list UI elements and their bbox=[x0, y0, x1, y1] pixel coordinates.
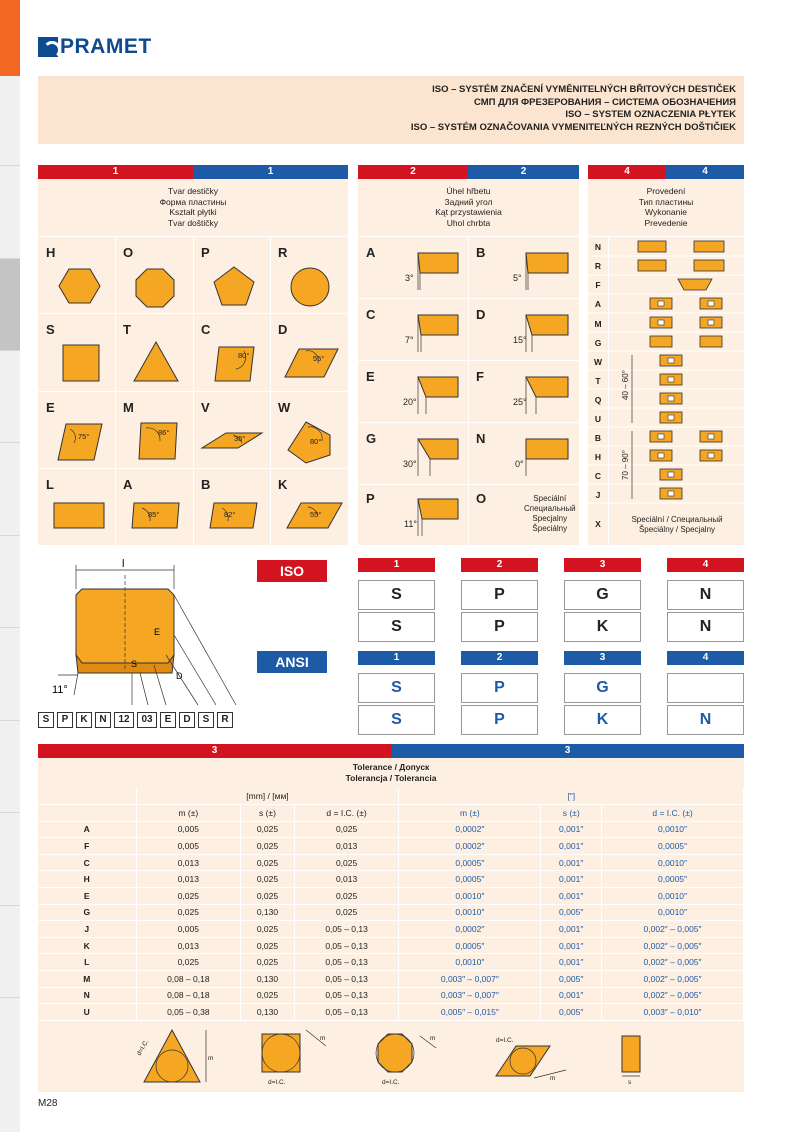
design-letter: U bbox=[594, 414, 602, 424]
tolerance-diagrams bbox=[130, 1026, 690, 1092]
table-cell: 0,025 bbox=[241, 871, 295, 888]
table-cell: 0,0005″ bbox=[399, 854, 541, 871]
table-cell: 0,0002″ bbox=[399, 838, 541, 855]
table-cell: 0,08 – 0,18 bbox=[136, 971, 241, 988]
table-cell: 0,0005″ bbox=[602, 871, 744, 888]
code-box: 12 bbox=[114, 712, 134, 728]
table-row bbox=[38, 921, 744, 938]
angle-label: 80° bbox=[238, 351, 250, 360]
table-cell: 0,05 – 0,13 bbox=[294, 971, 399, 988]
column-header: m (±) bbox=[136, 805, 241, 822]
table-row bbox=[38, 971, 744, 988]
code-value-cell: P bbox=[461, 673, 538, 703]
code-value-cell: P bbox=[461, 612, 538, 642]
table-cell: 0,005″ bbox=[541, 1004, 602, 1021]
table-cell: 0,001″ bbox=[541, 954, 602, 971]
rhombus-35-shape bbox=[202, 433, 262, 448]
table-cell: 0,005 bbox=[136, 838, 241, 855]
table-cell: A bbox=[38, 821, 136, 838]
unit-in-header: ["] bbox=[399, 788, 744, 805]
header-line-cz: ISO – SYSTÉM ZNAČENÍ VYMĚNITELNÝCH BŘITOVÝCH DESTIČEK bbox=[432, 84, 736, 95]
table-cell: C bbox=[38, 854, 136, 871]
clearance-angle: 0° bbox=[515, 459, 524, 469]
design-letter: G bbox=[594, 338, 602, 348]
angle-label: 80° bbox=[310, 437, 322, 446]
table-cell: 0,05 – 0,13 bbox=[294, 921, 399, 938]
code-value-cell: N bbox=[667, 705, 744, 735]
code-value-cell: G bbox=[564, 580, 641, 610]
table-cell: 0,003″ – 0,010″ bbox=[602, 1004, 744, 1021]
table-row bbox=[38, 904, 744, 921]
shape-letter: A bbox=[123, 477, 133, 492]
clearance-drawings bbox=[358, 165, 579, 545]
code-box: R bbox=[217, 712, 233, 728]
table-cell: 0,025 bbox=[241, 921, 295, 938]
table-row bbox=[38, 854, 744, 871]
table-cell: 0,0005″ bbox=[602, 838, 744, 855]
angle-label: 85° bbox=[148, 510, 160, 519]
table-corner bbox=[38, 805, 136, 822]
clearance-angle: 30° bbox=[403, 459, 417, 469]
table-cell: 0,002″ – 0,005″ bbox=[602, 954, 744, 971]
ansi-label: ANSI bbox=[257, 651, 327, 673]
table-cell: K bbox=[38, 937, 136, 954]
shape-letter: P bbox=[201, 245, 210, 260]
clearance-angle: 15° bbox=[513, 335, 527, 345]
hexagon-shape bbox=[59, 269, 100, 303]
table-cell: 0,002″ – 0,005″ bbox=[602, 937, 744, 954]
code-box: E bbox=[160, 712, 176, 728]
code-box: 03 bbox=[137, 712, 157, 728]
code-value-cell: P bbox=[461, 705, 538, 735]
table-cell: F bbox=[38, 838, 136, 855]
design-title: Provedení Тип пластины Wykonanie Prevedenie bbox=[638, 186, 694, 228]
mlabel: m bbox=[320, 1035, 326, 1042]
table-cell: 0,05 – 0,13 bbox=[294, 954, 399, 971]
header-line-sk: ISO – SYSTÉM OZNAČOVANIA VYMENITEĽNÝCH REZNÝCH DOŠTIČIEK bbox=[410, 121, 736, 133]
design-letter: X bbox=[595, 519, 601, 529]
clearance-angle: 3° bbox=[405, 273, 414, 283]
side-tab-bar bbox=[0, 0, 20, 1132]
table-cell: 0,130 bbox=[241, 1004, 295, 1021]
table-cell: 0,001″ bbox=[541, 987, 602, 1004]
design-num-red: 4 bbox=[588, 165, 666, 179]
table-row bbox=[38, 838, 744, 855]
table-cell: 0,025 bbox=[241, 838, 295, 855]
clearance-letter: C bbox=[366, 307, 376, 322]
table-cell: 0,0002″ bbox=[399, 921, 541, 938]
table-cell: 0,005 bbox=[136, 921, 241, 938]
shape-letter: M bbox=[123, 400, 134, 415]
table-cell: 0,013 bbox=[136, 854, 241, 871]
clearance-num-red: 2 bbox=[358, 165, 468, 179]
header-line-pl: ISO – SYSTEM OZNACZENIA PŁYTEK bbox=[565, 109, 736, 120]
code-column-number: 2 bbox=[461, 558, 538, 572]
table-cell: 0,025 bbox=[241, 987, 295, 1004]
tolerance-num-blue: 3 bbox=[391, 744, 744, 758]
code-column-number: 4 bbox=[667, 651, 744, 665]
design-panel bbox=[588, 165, 744, 545]
code-value-cell: G bbox=[564, 673, 641, 703]
table-cell: H bbox=[38, 871, 136, 888]
table-row bbox=[38, 937, 744, 954]
design-letter: A bbox=[594, 299, 602, 309]
table-cell: 0,001″ bbox=[541, 821, 602, 838]
page-header bbox=[38, 76, 744, 144]
page-number: M28 bbox=[38, 1098, 58, 1109]
angle-label: 86° bbox=[158, 428, 170, 437]
table-cell: 0,002″ – 0,005″ bbox=[602, 987, 744, 1004]
clearance-angle: 11° bbox=[404, 519, 417, 529]
table-cell: U bbox=[38, 1004, 136, 1021]
mlabel: m bbox=[550, 1075, 556, 1082]
table-row bbox=[38, 888, 744, 905]
table-cell: 0,05 – 0,13 bbox=[294, 937, 399, 954]
shape-letter: O bbox=[123, 245, 134, 260]
code-value-cell bbox=[667, 673, 744, 703]
table-cell: 0,0005″ bbox=[399, 871, 541, 888]
table-cell: 0,013 bbox=[136, 937, 241, 954]
table-cell: 0,025 bbox=[294, 888, 399, 905]
octagon-shape bbox=[136, 269, 174, 307]
table-cell: 0,001″ bbox=[541, 854, 602, 871]
shape-letter: W bbox=[278, 400, 291, 415]
code-value-cell: N bbox=[667, 612, 744, 642]
design-letter: F bbox=[595, 280, 601, 290]
mlabel: m bbox=[430, 1035, 436, 1042]
slabel: s bbox=[628, 1079, 632, 1086]
table-cell: 0,0010″ bbox=[602, 888, 744, 905]
table-cell: 0,0010″ bbox=[602, 821, 744, 838]
clearance-letter: B bbox=[476, 245, 486, 260]
table-cell: 0,025 bbox=[136, 954, 241, 971]
side-tab-section bbox=[0, 258, 20, 350]
dlabel: d=I.C. bbox=[268, 1079, 286, 1086]
code-box: S bbox=[38, 712, 54, 728]
table-cell: 0,002″ – 0,005″ bbox=[602, 921, 744, 938]
column-header: d = I.C. (±) bbox=[602, 805, 744, 822]
code-box: D bbox=[179, 712, 195, 728]
table-cell: 0,130 bbox=[241, 904, 295, 921]
shape-letter: L bbox=[46, 477, 54, 492]
round-shape bbox=[291, 268, 329, 306]
column-header: s (±) bbox=[541, 805, 602, 822]
mlabel: m bbox=[208, 1055, 214, 1062]
table-cell: J bbox=[38, 921, 136, 938]
table-cell: 0,003″ – 0,007″ bbox=[399, 987, 541, 1004]
code-value-cell: S bbox=[358, 580, 435, 610]
table-cell: 0,08 – 0,18 bbox=[136, 987, 241, 1004]
code-value-cell: N bbox=[667, 580, 744, 610]
code-box: S bbox=[198, 712, 214, 728]
table-cell: 0,025 bbox=[241, 854, 295, 871]
table-cell: L bbox=[38, 954, 136, 971]
table-cell: 0,005 bbox=[136, 821, 241, 838]
design-letter: T bbox=[595, 376, 601, 386]
shape-title: Tvar destičky Форма пластины Kształt płytki Tvar doštičky bbox=[159, 186, 227, 228]
table-corner bbox=[38, 788, 136, 805]
code-column-number: 3 bbox=[564, 558, 641, 572]
dim-s-label: S bbox=[131, 659, 138, 669]
trigon-shape bbox=[288, 422, 330, 463]
shape-letter: S bbox=[46, 322, 55, 337]
dlabel: d=I.C. bbox=[382, 1079, 400, 1086]
example-insert-drawing bbox=[38, 555, 248, 735]
shape-letter: C bbox=[201, 322, 211, 337]
table-cell: 0,0010″ bbox=[602, 904, 744, 921]
table-row bbox=[38, 987, 744, 1004]
table-cell: 0,003″ – 0,007″ bbox=[399, 971, 541, 988]
code-value-cell: P bbox=[461, 580, 538, 610]
example-code bbox=[38, 712, 236, 728]
triangle-shape bbox=[134, 342, 178, 381]
shape-letter: T bbox=[123, 322, 131, 337]
design-letter: H bbox=[594, 452, 602, 462]
table-cell: 0,001″ bbox=[541, 937, 602, 954]
column-header: m (±) bbox=[399, 805, 541, 822]
design-letter: M bbox=[594, 319, 602, 329]
design-angle-label: 70 – 90° bbox=[621, 450, 630, 480]
table-cell: 0,001″ bbox=[541, 871, 602, 888]
table-cell: 0,005″ bbox=[541, 904, 602, 921]
table-cell: 0,0010″ bbox=[399, 888, 541, 905]
table-row bbox=[38, 821, 744, 838]
rhombus-55-shape bbox=[285, 349, 338, 377]
angle-label: 75° bbox=[78, 432, 90, 441]
table-cell: 0,025 bbox=[294, 904, 399, 921]
clearance-letter: D bbox=[476, 307, 486, 322]
shape-num-blue: 1 bbox=[193, 165, 348, 179]
design-letter: N bbox=[594, 242, 602, 252]
clearance-letter: P bbox=[366, 491, 375, 506]
table-cell: 0,0002″ bbox=[399, 821, 541, 838]
code-box: N bbox=[95, 712, 111, 728]
table-cell: 0,025 bbox=[241, 888, 295, 905]
table-cell: 0,013 bbox=[294, 838, 399, 855]
rhombus-75-shape bbox=[58, 424, 102, 460]
column-header: d = I.C. (±) bbox=[294, 805, 399, 822]
design-special-text: Speciální / Специальный Špeciálny / Specjalny bbox=[631, 515, 723, 534]
table-cell: 0,0010″ bbox=[399, 954, 541, 971]
clearance-title: Úhel hřbetu Задний угол Kąt przystawienia Uhol chrbta bbox=[435, 186, 502, 228]
table-cell: 0,05 – 0,38 bbox=[136, 1004, 241, 1021]
code-column-number: 3 bbox=[564, 651, 641, 665]
clearance-angle: 25° bbox=[513, 397, 527, 407]
code-column-number: 1 bbox=[358, 558, 435, 572]
tolerance-table bbox=[38, 788, 744, 1021]
code-value-cell: S bbox=[358, 612, 435, 642]
dlabel: d=I.C. bbox=[135, 1038, 151, 1057]
header-line-ru: СМП ДЛЯ ФРЕЗЕРОВАНИЯ – СИСТЕМА ОБОЗНАЧЕНИЯ bbox=[474, 96, 736, 108]
code-column-number: 4 bbox=[667, 558, 744, 572]
clearance-letter: A bbox=[366, 245, 376, 260]
code-column-number: 2 bbox=[461, 651, 538, 665]
angle-label: 35° bbox=[234, 434, 246, 443]
table-cell: 0,001″ bbox=[541, 888, 602, 905]
design-letter: J bbox=[595, 490, 601, 500]
code-value-cell: S bbox=[358, 673, 435, 703]
table-cell: N bbox=[38, 987, 136, 1004]
design-letter: W bbox=[593, 357, 603, 367]
iso-label: ISO bbox=[257, 560, 327, 582]
clearance-angle: 5° bbox=[513, 273, 522, 283]
side-tab-active bbox=[0, 0, 20, 76]
shape-letter: H bbox=[46, 245, 56, 260]
clearance-angle: 7° bbox=[405, 335, 414, 345]
table-cell: G bbox=[38, 904, 136, 921]
clearance-letter: E bbox=[366, 369, 375, 384]
square-shape bbox=[63, 345, 99, 381]
unit-mm-header: [mm] / [мм] bbox=[136, 788, 399, 805]
design-letter: C bbox=[594, 471, 602, 481]
clearance-angle: 20° bbox=[403, 397, 417, 407]
pentagon-shape bbox=[214, 267, 254, 305]
angle-label: 82° bbox=[224, 510, 236, 519]
clearance-num-blue: 2 bbox=[468, 165, 579, 179]
design-letter: B bbox=[594, 433, 602, 443]
shape-letter: V bbox=[201, 400, 210, 415]
dim-l-label: l bbox=[122, 558, 125, 570]
angle-label: 55° bbox=[313, 354, 325, 363]
table-cell: 0,0010″ bbox=[602, 854, 744, 871]
clearance-letter: F bbox=[476, 369, 484, 384]
table-cell: 0,0005″ bbox=[399, 937, 541, 954]
shape-panel bbox=[38, 165, 348, 545]
clearance-letter: N bbox=[476, 431, 486, 446]
table-cell: 0,130 bbox=[241, 971, 295, 988]
shape-num-red: 1 bbox=[38, 165, 193, 179]
code-box: P bbox=[57, 712, 73, 728]
clearance-panel bbox=[358, 165, 579, 545]
table-cell: 0,025 bbox=[136, 904, 241, 921]
table-cell: 0,025 bbox=[241, 821, 295, 838]
tolerance-title: Tolerance / Допуск Tolerancja / Tolerancia bbox=[345, 762, 437, 783]
design-drawings bbox=[588, 165, 744, 545]
dim-angle-label: 11° bbox=[52, 684, 68, 696]
table-cell: 0,013 bbox=[136, 871, 241, 888]
pramet-logo bbox=[38, 36, 152, 58]
table-row bbox=[38, 1004, 744, 1021]
table-cell: M bbox=[38, 971, 136, 988]
table-cell: 0,05 – 0,13 bbox=[294, 987, 399, 1004]
shape-letter: R bbox=[278, 245, 288, 260]
code-column-number: 1 bbox=[358, 651, 435, 665]
design-letter: Q bbox=[594, 395, 602, 405]
table-cell: 0,001″ bbox=[541, 838, 602, 855]
table-cell: 0,025 bbox=[294, 821, 399, 838]
table-cell: 0,025 bbox=[241, 954, 295, 971]
code-value-cell: K bbox=[564, 705, 641, 735]
table-row bbox=[38, 805, 744, 822]
shape-letter: B bbox=[201, 477, 211, 492]
table-cell: E bbox=[38, 888, 136, 905]
code-box: K bbox=[76, 712, 92, 728]
table-cell: 0,005″ bbox=[541, 971, 602, 988]
shape-letter: K bbox=[278, 477, 288, 492]
table-cell: 0,013 bbox=[294, 871, 399, 888]
tolerance-num-red: 3 bbox=[38, 744, 391, 758]
table-cell: 0,005″ – 0,015″ bbox=[399, 1004, 541, 1021]
pramet-logo-icon bbox=[38, 37, 58, 57]
brand-name: PRAMET bbox=[60, 35, 152, 58]
table-cell: 0,025 bbox=[241, 937, 295, 954]
code-value-cell: S bbox=[358, 705, 435, 735]
code-value-cell: K bbox=[564, 612, 641, 642]
shape-letter: E bbox=[46, 400, 55, 415]
table-cell: 0,002″ – 0,005″ bbox=[602, 971, 744, 988]
shape-drawings bbox=[38, 165, 348, 545]
design-letter: R bbox=[594, 261, 602, 271]
table-row bbox=[38, 871, 744, 888]
column-header: s (±) bbox=[241, 805, 295, 822]
table-cell: 0,0010″ bbox=[399, 904, 541, 921]
design-angle-label: 40 – 60° bbox=[621, 370, 630, 400]
table-cell: 0,025 bbox=[136, 888, 241, 905]
table-cell: 0,025 bbox=[294, 854, 399, 871]
table-cell: 0,001″ bbox=[541, 921, 602, 938]
clearance-letter: O bbox=[476, 491, 487, 506]
table-row bbox=[38, 954, 744, 971]
dlabel: d=I.C. bbox=[496, 1037, 514, 1044]
dim-e-label: E bbox=[154, 627, 161, 637]
shape-letter: D bbox=[278, 322, 288, 337]
rectangle-shape bbox=[54, 503, 104, 528]
angle-label: 55° bbox=[310, 510, 322, 519]
dim-d-label: D bbox=[176, 671, 183, 681]
table-cell: 0,05 – 0,13 bbox=[294, 1004, 399, 1021]
table-row bbox=[38, 788, 744, 805]
design-num-blue: 4 bbox=[666, 165, 744, 179]
clearance-letter: G bbox=[366, 431, 377, 446]
clearance-special-text: Speciální Специальный Specjalny Špeciálny bbox=[524, 494, 576, 533]
